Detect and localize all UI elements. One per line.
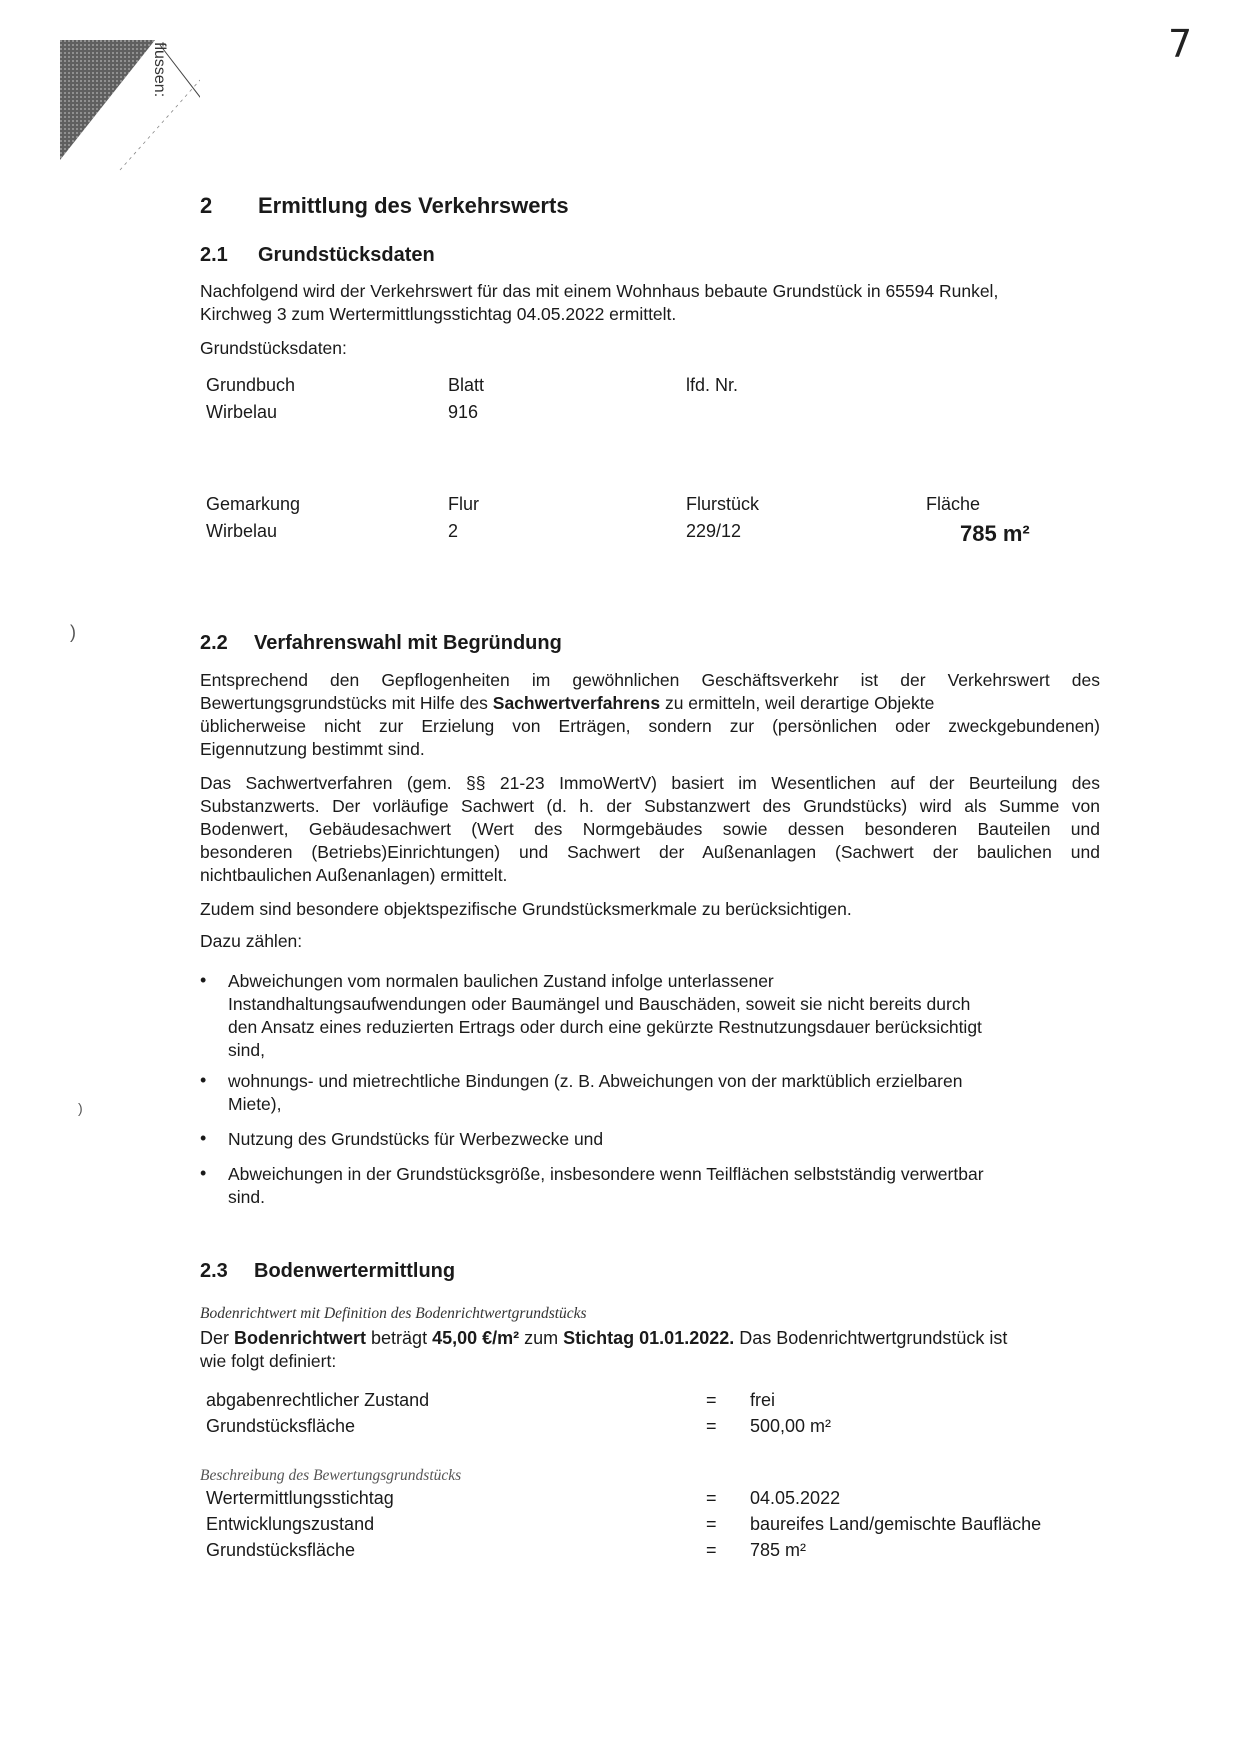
desc-label: Entwicklungszustand	[206, 1514, 375, 1534]
desc-equals: =	[706, 1488, 717, 1508]
table-header: Flur	[448, 494, 479, 514]
paragraph-line: üblicherweise nicht zur Erzielung von Erträgen, sondern zur (persönlichen oder zweckgebundenen)	[200, 716, 1100, 736]
label: Grundstücksdaten:	[200, 338, 347, 358]
corner-scan-artifact	[60, 40, 200, 180]
list-item: Nutzung des Grundstücks für Werbezwecke und	[228, 1129, 604, 1149]
subsection-number: 2.1	[200, 244, 228, 266]
paragraph-line: Substanzwerts. Der vorläufige Sachwert (d. h. der Substanzwert des Grundstücks) wird als Summe von	[200, 796, 1100, 816]
list-item: Abweichungen in der Grundstücksgröße, insbesondere wenn Teilflächen selbstständig verwertbar sind.	[228, 1164, 984, 1207]
paragraph-line: besonderen (Betriebs)Einrichtungen) und Sachwert der Außenanlagen (Sachwert der baulichen und	[200, 842, 1100, 862]
desc-label: Wertermittlungsstichtag	[206, 1488, 394, 1508]
subheading: Bodenrichtwert mit Definition des Bodenrichtwertgrundstücks	[200, 1305, 587, 1322]
paragraph-line: Das Sachwertverfahren (gem. §§ 21-23 ImmoWertV) basiert im Wesentlichen auf der Beurteilung des	[200, 773, 1100, 793]
paragraph-line: Bodenwert, Gebäudesachwert (Wert des Normgebäudes sowie dessen besonderen Bauteilen und	[200, 819, 1100, 839]
subsection-title: Bodenwertermittlung	[254, 1260, 456, 1282]
desc-label: Grundstücksfläche	[206, 1540, 356, 1560]
desc-value: 785 m²	[750, 1540, 807, 1560]
paragraph-line: Bewertungsgrundstücks mit Hilfe des Sachwertverfahrens zu ermitteln, weil derartige Objekte	[200, 693, 935, 713]
paragraph-line: nichtbaulichen Außenanlagen) ermittelt.	[200, 865, 508, 885]
page-number: 7	[1168, 22, 1193, 66]
def-equals: =	[706, 1390, 717, 1410]
paragraph: Dazu zählen:	[200, 931, 303, 951]
subsection-title: Verfahrenswahl mit Begründung	[254, 632, 562, 654]
margin-mark: )	[70, 622, 76, 642]
def-label: abgabenrechtlicher Zustand	[206, 1390, 430, 1410]
margin-mark: )	[78, 1100, 83, 1116]
bullet-icon: •	[200, 1070, 207, 1090]
subheading: Beschreibung des Bewertungsgrundstücks	[200, 1467, 462, 1484]
paragraph-line: Entsprechend den Gepflogenheiten im gewöhnlichen Geschäftsverkehr ist der Verkehrswert des	[200, 670, 1100, 690]
intro-line: Nachfolgend wird der Verkehrswert für das mit einem Wohnhaus bebaute Grundstück in 65594 Runkel,	[200, 281, 999, 301]
def-value: frei	[750, 1390, 776, 1410]
list-item: Abweichungen vom normalen baulichen Zustand infolge unterlassener Instandhaltungsaufwendungen oder Baumängel und Bauschäden, soweit sie nicht bereits durch den Ansatz eines reduzierten Ertrags oder durch eine gekürzte Restnutzungsdauer berücksichtigt sind,	[228, 971, 982, 1060]
table-header: Flurstück	[686, 494, 760, 514]
table-cell: Wirbelau	[206, 402, 278, 422]
paragraph-line: Der Bodenrichtwert beträgt 45,00 €/m² zum Stichtag 01.01.2022. Das Bodenrichtwertgrundstück ist	[200, 1328, 1008, 1348]
table-header: Fläche	[926, 494, 981, 514]
table-cell: 2	[448, 521, 459, 541]
bullet-icon: •	[200, 1163, 207, 1183]
list-item: wohnungs- und mietrechtliche Bindungen (z. B. Abweichungen von der marktüblich erzielbaren Miete),	[228, 1071, 963, 1114]
desc-equals: =	[706, 1514, 717, 1534]
subsection-number: 2.3	[200, 1260, 228, 1282]
paragraph-line: wie folgt definiert:	[200, 1351, 337, 1371]
table-header: Gemarkung	[206, 494, 301, 514]
def-label: Grundstücksfläche	[206, 1416, 356, 1436]
area-value: 785 m²	[960, 521, 1030, 546]
table-header: Grundbuch	[206, 375, 296, 395]
section-number: 2	[200, 193, 213, 218]
table-header: lfd. Nr.	[686, 375, 739, 395]
table-cell: 229/12	[686, 521, 742, 541]
desc-equals: =	[706, 1540, 717, 1560]
table-cell: Wirbelau	[206, 521, 278, 541]
table-cell: 916	[448, 402, 479, 422]
bullet-icon: •	[200, 1128, 207, 1148]
def-equals: =	[706, 1416, 717, 1436]
table-header: Blatt	[448, 375, 485, 395]
desc-value: 04.05.2022	[750, 1488, 841, 1508]
intro-line: Kirchweg 3 zum Wertermittlungsstichtag 04.05.2022 ermittelt.	[200, 304, 677, 324]
section-title: Ermittlung des Verkehrswerts	[258, 193, 569, 218]
desc-value: baureifes Land/gemischte Baufläche	[750, 1514, 1042, 1534]
paragraph: Zudem sind besondere objektspezifische Grundstücksmerkmale zu berücksichtigen.	[200, 899, 852, 919]
subsection-number: 2.2	[200, 632, 228, 654]
paragraph-line: Eigennutzung bestimmt sind.	[200, 739, 425, 759]
bullet-icon: •	[200, 970, 207, 990]
margin-fragment: flussen:	[151, 42, 168, 98]
subsection-title: Grundstücksdaten	[258, 244, 435, 266]
def-value: 500,00 m²	[750, 1416, 832, 1436]
